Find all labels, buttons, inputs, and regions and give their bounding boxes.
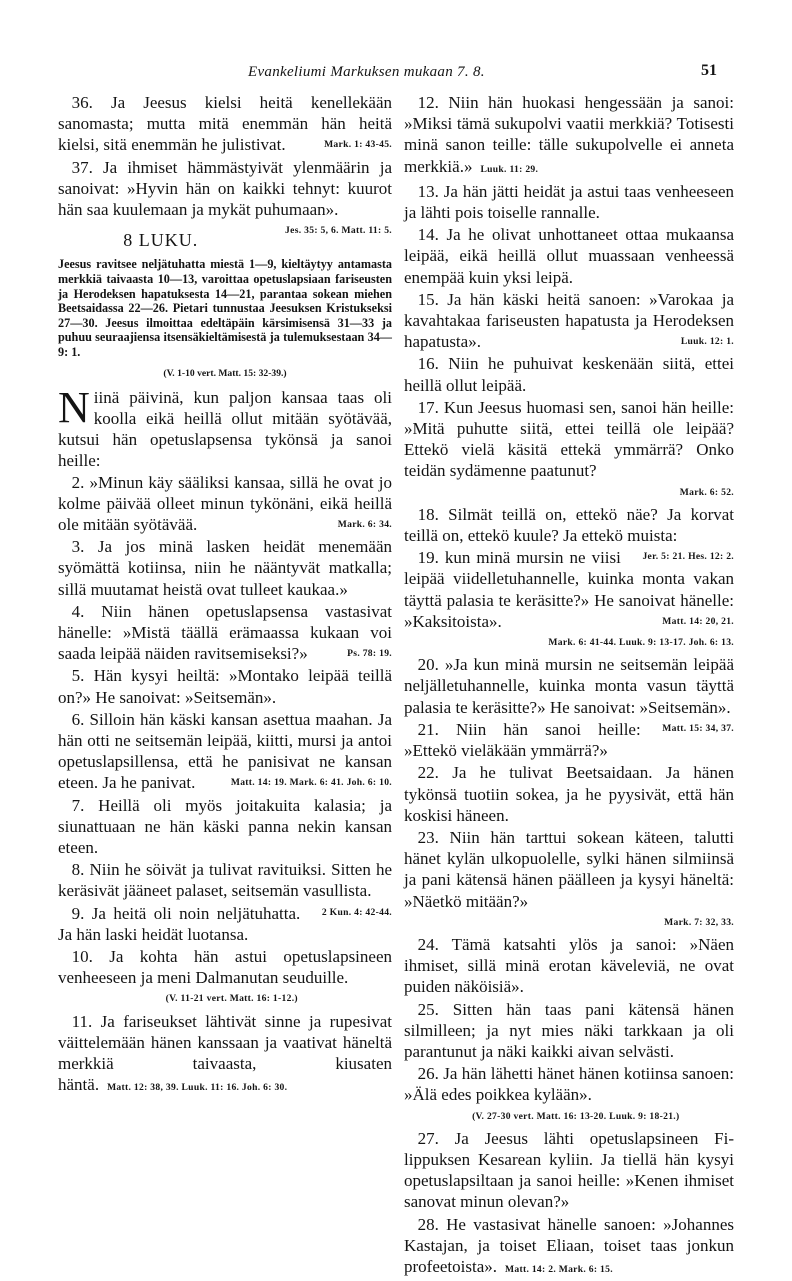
verse-8-27: 27. Ja Jeesus lähti opetuslapsineen Filippuksen Kesarean kyliin. Ja tiellä hän kysyi opetuslapsiltaan ja sanoi heille: »Kenen ihmiset sanovat minun olevan?» xyxy=(404,1128,734,1212)
verse-8-8: 8. Niin he söivät ja tulivat ravituiksi. Sitten he keräsivät jääneet palaset, seitsemän vasullista. 2 Kun. 4: 42-44. xyxy=(58,859,392,901)
verse-8-3: 3. Ja jos minä lasken heidät menemään syömättä kotiinsa, niin he nääntyvät matkalla; sillä muutamat heistä ovat tulleet kaukaa.» xyxy=(58,537,392,599)
verse-8-19: 19. kun minä mursin ne viisi leipää viidelletuhannelle, kuinka monta vakan täyttä palasia te keräsitte?» He sanoivat hänelle: »Kaksitoista». Matt. 14: 20, 21. Mark. 6: 41-44. Luuk. 9: 13-17. Joh. 6: 13. xyxy=(404,547,734,653)
verse-8-1: Niinä päivinä, kun paljon kansaa taas oli koolla eikä heillä ollut mitään syötävää, kutsui hän opetuslapsensa tykönsä ja sanoi heille: xyxy=(58,382,392,471)
drop-cap-letter: N xyxy=(58,382,90,432)
cross-reference: Ps. 78: 19. xyxy=(347,648,392,660)
verse-8-15: 15. Ja hän käski heitä sanoen: »Varokaa ja kavahtakaa fariseusten hapatusta ja Herodeksen hapatusta». Luuk. 12: 1. xyxy=(404,289,734,352)
cross-reference: Luuk. 12: 1. xyxy=(680,336,734,348)
cross-reference: Luuk. 11: 29. xyxy=(480,163,539,175)
verse-8-14: 14. Ja he olivat unhottaneet ottaa mukaansa leipää, eikä heillä ollut muassaan venheessä enempää kuin yksi leipä. xyxy=(404,225,734,287)
cross-reference: Mark. 6: 34. xyxy=(337,519,392,530)
verse-7-37: 37. Ja ihmiset hämmästyivät ylenmäärin ja sanoivat: »Hyvin hän on kaikki tehnyt: kuurot hän saa kuulemaan ja mykät puhumaan». Jes. 35: 5, 6. Matt. 11: 5. xyxy=(58,157,392,221)
verse-8-25: 25. Sitten hän taas pani kätensä hänen silmilleen; ja nyt mies näki tarkkaan ja oli parantunut ja näki kaikki aivan selvästi. xyxy=(404,999,734,1061)
left-column xyxy=(58,92,392,1099)
cross-reference: Matt. 15: 34, 37. xyxy=(662,722,734,734)
verse-8-2: 2. »Minun käy sääliksi kansaa, sillä he ovat jo kolme päivää olleet minun tykönäni, eikä heillä ole mitään syötävää. Mark. 6: 34. xyxy=(58,472,392,534)
cross-reference: Matt. 14: 2. Mark. 6: 15. xyxy=(505,1263,613,1275)
verse-8-7: 7. Heillä oli myös joitakuita kalasia; ja siunattuaan ne hän käski panna nekin kansan eteen. xyxy=(58,795,392,858)
verse-8-22: 22. Ja he tulivat Beetsaidaan. Ja hänen tykönsä tuotiin sokea, ja he pyysivät, että hän koskisi häneen. xyxy=(404,763,734,825)
verse-8-10: 10. Ja kohta hän astui opetuslapsineen venheeseen ja meni Dalmanutan seuduille. (V. 11-21 vert. Matt. 16: 1-12.) xyxy=(58,946,392,1010)
cross-reference: Mark. 1: 43-45. xyxy=(324,139,392,151)
verse-8-16: 16. Niin he puhuivat keskenään siitä, ettei heillä ollut leipää. xyxy=(404,354,734,395)
parallel-reference: (V. 1-10 vert. Matt. 15: 32-39.) xyxy=(163,367,287,379)
cross-reference: Mark. 6: 52. xyxy=(679,486,734,498)
right-column xyxy=(404,92,734,1281)
verse-8-11: 11. Ja fariseukset lähtivät sinne ja rupesivat väittelemään hänen kanssaan ja vaativat häneltä merkkiä taivaasta, kiusaten häntä. Matt. 12: 38, 39. Luuk. 11: 16. Joh. 6: 30. xyxy=(58,1011,392,1095)
verse-8-20: 20. »Ja kun minä mursin ne seitsemän leipää neljälletuhannelle, kuinka monta vasun täyttä palasia te keräsitte?» He sanoivat: »Seitsemän». Matt. 15: 34, 37. xyxy=(404,654,734,718)
verse-8-6: 6. Silloin hän käski kansan asettua maahan. Ja hän otti ne seitsemän leipää, kiitti, mursi ja antoi opetuslapsillensa, että he panisivat ne kansan eteen. Ja he panivat. Matt. 14: 19. Mark. 6: 41. Joh. 6: 10. xyxy=(58,709,392,793)
verse-8-28: 28. He vastasivat hänelle sanoen: »Johannes Kastajan, ja toiset Eliaan, toiset taas jonkun profeetoista». Matt. 14: 2. Mark. 6: 15. xyxy=(404,1214,734,1276)
verse-8-9: 9. Ja heitä oli noin neljätuhatta. Ja hän laski heidät luotansa. xyxy=(58,903,301,944)
cross-reference: Mark. 6: 41-44. Luuk. 9: 13-17. Joh. 6: 13. xyxy=(548,637,734,649)
verse-8-4: 4. Niin hänen opetuslapsensa vastasivat hänelle: »Mistä täällä erämaassa kukaan voi saada leipää näiden ravitsemiseksi?» Ps. 78: 19. xyxy=(58,601,392,664)
running-title: Evankeliumi Markuksen mukaan 7. 8. xyxy=(248,64,485,80)
verse-8-23: 23. Niin hän tarttui sokean käteen, talutti hänet kylän ulkopuolelle, sylki hänen silmiinsä ja pani kätensä hänen päälleen ja kysyi häneltä: »Näetkö mitään?» Mark. 7: 32, 33. xyxy=(404,827,734,933)
verse-8-5: 5. Hän kysyi heiltä: »Montako leipää teillä on?» He sanoivat: »Seitsemän». xyxy=(58,666,392,707)
page-header xyxy=(0,60,792,84)
verse-8-17: 17. Kun Jeesus huomasi sen, sanoi hän heille: »Mitä puhutte siitä, ettei teillä ole leipää? Ettekö vielä käsitä ettekä ymmärrä? Onko teidän sydämenne paatunut? Mark. 6: 52. xyxy=(404,397,734,503)
cross-reference: Jes. 35: 5, 6. Matt. 11: 5. xyxy=(285,225,392,237)
parallel-reference: (V. 11-21 vert. Matt. 16: 1-12.) xyxy=(165,993,298,1005)
verse-7-36: 36. Ja Jeesus kielsi heitä kenellekään sanomasta; mutta mitä enemmän hän heitä kielsi, sitä enemmän he julistivat. Mark. 1: 43-45. xyxy=(58,93,392,155)
parallel-reference: (V. 27-30 vert. Matt. 16: 13-20. Luuk. 9: 18-21.) xyxy=(472,1110,680,1122)
cross-reference: Jer. 5: 21. Hes. 12: 2. xyxy=(642,551,734,563)
verse-8-26: 26. Ja hän lähetti hänet hänen kotiinsa sanoen: »Älä edes poikkea kylään». (V. 27-30 vert. Matt. 16: 13-20. Luuk. 9: 18-21.) xyxy=(404,1063,734,1127)
verse-8-21: 21. Niin hän sanoi heille: »Ettekö vieläkään ymmärrä?» xyxy=(404,719,641,761)
verse-8-13: 13. Ja hän jätti heidät ja astui taas venheeseen ja lähti pois toiselle rannalle. xyxy=(404,181,734,223)
cross-reference: Mark. 7: 32, 33. xyxy=(664,916,734,928)
cross-reference: 2 Kun. 4: 42-44. xyxy=(321,906,392,918)
cross-reference: Matt. 14: 20, 21. xyxy=(662,615,734,627)
verse-8-18: 18. Silmät teillä on, ettekö näe? Ja korvat teillä on, ettekö kuule? Ja ettekö muista: Jer. 5: 21. Hes. 12: 2. xyxy=(404,504,734,546)
page-number: 51 xyxy=(701,62,717,79)
cross-reference: Matt. 14: 19. Mark. 6: 41. Joh. 6: 10. xyxy=(230,777,392,789)
verse-8-24: 24. Tämä katsahti ylös ja sanoi: »Näen ihmiset, sillä minä erotan käveleviä, ne ovat puiden näköisiä». xyxy=(404,934,734,997)
cross-reference: Matt. 12: 38, 39. Luuk. 11: 16. Joh. 6: 30. xyxy=(107,1082,288,1094)
verse-8-12: 12. Niin hän huokasi hengessään ja sanoi: »Miksi tämä sukupolvi vaatii merkkiä? Totisesti minä sanon teille: tälle sukupolvelle ei anneta merkkiä.» Luuk. 11: 29. xyxy=(404,93,734,176)
chapter-summary: Jeesus ravitsee neljätuhatta miestä 1—9, kieltäytyy antamasta merkkiä taivaasta 10—13, varoittaa opetuslapsiaan fariseusten ja Herodeksen hapatuksesta 14—21, parantaa sokean miehen Beetsaidassa 22—26. Pietari tunnustaa Jeesuksen Kristukseksi 27—30. Jeesus ilmoittaa edeltäpäin kärsimisensä 31—33 ja puhuu seuraajiensa itsensäkieltämisestä ja tulemuksestaan 34—9: 1. xyxy=(58,257,392,359)
chapter-heading: 8 LUKU. xyxy=(123,230,199,251)
